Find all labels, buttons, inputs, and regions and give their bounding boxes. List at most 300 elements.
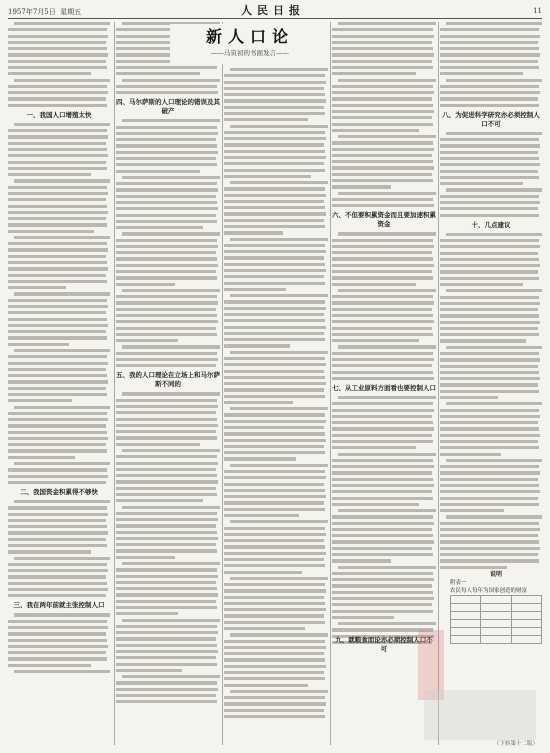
issue-date: 1957年7月5日 星期五 (8, 8, 82, 16)
text-line (116, 436, 217, 439)
table-caption: 说明 (489, 571, 502, 578)
text-line (116, 91, 218, 94)
text-line (116, 358, 218, 361)
text-line (440, 333, 539, 336)
text-line (14, 349, 110, 352)
text-line (440, 566, 507, 569)
text-line (338, 566, 436, 569)
text-line (332, 141, 433, 144)
body-text-block (8, 123, 110, 484)
text-line (230, 68, 328, 71)
data-table (450, 595, 542, 644)
text-line (224, 162, 324, 165)
text-line (224, 187, 325, 190)
text-line (332, 198, 433, 201)
text-line (8, 192, 108, 195)
text-line (332, 204, 434, 207)
text-line (122, 345, 220, 348)
text-line (332, 553, 433, 556)
text-line (440, 283, 523, 286)
text-line (122, 119, 220, 122)
text-line (440, 302, 540, 305)
text-line (8, 135, 108, 138)
text-line (332, 402, 433, 405)
text-line (116, 333, 217, 336)
text-line (14, 406, 110, 409)
text-line (8, 651, 106, 654)
text-line (8, 148, 107, 151)
text-line (116, 575, 218, 578)
section-heading: 七、从工业原料方面看也要控制人口 (332, 384, 436, 392)
article-byline: ——马寅初的书面发言—— (211, 49, 289, 57)
text-line (332, 116, 432, 119)
text-line (14, 236, 110, 239)
text-line (440, 446, 539, 449)
text-line (8, 594, 106, 597)
text-line (116, 220, 217, 223)
text-line (332, 446, 416, 449)
text-line (224, 206, 325, 209)
text-line (332, 110, 434, 113)
text-line (440, 144, 540, 147)
text-line (332, 339, 419, 342)
text-line (8, 475, 108, 478)
text-line (224, 344, 290, 347)
text-line (440, 465, 539, 468)
text-line (332, 295, 433, 298)
text-line (8, 569, 108, 572)
text-line (440, 352, 539, 355)
text-line (116, 405, 218, 408)
text-line (338, 622, 436, 625)
text-line (446, 459, 542, 462)
text-line (440, 170, 538, 173)
text-line (224, 112, 325, 115)
text-line (116, 556, 175, 559)
text-line (332, 53, 434, 56)
text-line (224, 677, 325, 680)
text-line (224, 696, 325, 699)
text-line (440, 365, 538, 368)
text-line (440, 245, 540, 248)
text-line (440, 383, 538, 386)
text-line (116, 339, 178, 342)
text-line (446, 515, 542, 518)
text-line (338, 396, 436, 399)
text-line (8, 274, 106, 277)
text-line (230, 181, 328, 184)
text-line (338, 79, 436, 82)
text-line (332, 166, 434, 169)
text-line (116, 480, 218, 483)
text-line (332, 591, 433, 594)
text-line (224, 395, 325, 398)
text-line (8, 368, 106, 371)
text-line (332, 320, 434, 323)
text-line (116, 606, 217, 609)
text-line (332, 327, 432, 330)
text-line (332, 333, 433, 336)
body-text-block (332, 396, 436, 644)
text-line (8, 173, 91, 176)
text-line (224, 596, 324, 599)
text-line (224, 457, 296, 460)
text-line (440, 377, 540, 380)
text-line (8, 525, 107, 528)
text-line (116, 320, 218, 323)
text-line (8, 248, 108, 251)
text-line (332, 270, 432, 273)
text-line (8, 286, 66, 289)
text-line (116, 411, 216, 414)
article-title: 新人口论 (205, 27, 294, 46)
text-line (224, 376, 325, 379)
text-line (224, 370, 324, 373)
text-line (230, 125, 328, 128)
text-line (116, 418, 217, 421)
text-line (116, 138, 216, 141)
text-line (8, 154, 108, 157)
text-line (224, 658, 325, 661)
text-line (122, 232, 220, 235)
text-line (440, 157, 539, 160)
text-line (440, 434, 540, 437)
text-line (8, 664, 91, 667)
text-line (224, 420, 326, 423)
text-line (224, 552, 326, 555)
text-line (440, 314, 539, 317)
text-line (332, 497, 433, 500)
text-line (440, 396, 498, 399)
text-line (224, 275, 324, 278)
text-line (116, 524, 216, 527)
text-line (440, 471, 540, 474)
text-line (440, 138, 539, 141)
text-line (224, 363, 326, 366)
text-line (440, 321, 540, 324)
text-line (8, 104, 107, 107)
text-line (332, 245, 434, 248)
text-line (8, 91, 108, 94)
text-line (224, 564, 325, 567)
text-line (224, 571, 302, 574)
page-number: 11 (533, 7, 542, 15)
text-line (440, 540, 539, 543)
body-text-block (116, 392, 220, 703)
text-line (8, 639, 107, 642)
text-line (332, 503, 419, 506)
text-line (224, 671, 324, 674)
text-line (8, 186, 107, 189)
text-line (116, 637, 216, 640)
text-line (440, 66, 539, 69)
text-line (332, 47, 433, 50)
text-line (440, 534, 538, 537)
column-divider (330, 22, 331, 745)
text-line (8, 66, 107, 69)
column-1 (8, 22, 110, 745)
text-line (224, 621, 325, 624)
text-line (446, 79, 542, 82)
text-line (224, 501, 324, 504)
text-line (224, 87, 324, 90)
text-line (332, 91, 434, 94)
text-line (8, 431, 107, 434)
text-line (332, 28, 433, 31)
text-line (332, 540, 434, 543)
text-line (116, 462, 218, 465)
text-line (8, 41, 106, 44)
text-line (224, 357, 325, 360)
text-line (8, 544, 107, 547)
text-line (116, 352, 217, 355)
text-line (8, 418, 108, 421)
text-line (8, 443, 106, 446)
text-line (338, 345, 436, 348)
text-line (332, 484, 434, 487)
text-line (8, 47, 107, 50)
text-line (116, 531, 217, 534)
text-line (230, 407, 328, 410)
text-line (8, 167, 107, 170)
text-line (224, 99, 326, 102)
text-line (332, 72, 416, 75)
text-line (332, 35, 434, 38)
text-line (440, 371, 539, 374)
text-line (14, 292, 110, 295)
text-line (446, 132, 542, 135)
text-line (332, 173, 432, 176)
text-line (338, 453, 436, 456)
text-line (8, 645, 108, 648)
text-line (116, 327, 216, 330)
body-text-block (440, 22, 542, 107)
text-line (440, 339, 526, 342)
text-line (8, 129, 107, 132)
text-line (440, 28, 539, 31)
text-line (224, 589, 326, 592)
text-line (332, 371, 433, 374)
text-line (446, 188, 542, 191)
text-line (332, 148, 434, 151)
text-line (224, 332, 324, 335)
text-line (8, 261, 107, 264)
text-line (440, 258, 539, 261)
text-line (8, 230, 94, 233)
text-line (116, 700, 217, 703)
text-line (440, 327, 538, 330)
text-line (14, 557, 110, 560)
text-line (224, 508, 325, 511)
text-line (332, 421, 433, 424)
text-line (116, 499, 203, 502)
text-line (224, 150, 325, 153)
text-line (14, 79, 110, 82)
text-line (8, 211, 108, 214)
text-line (14, 22, 110, 25)
text-line (224, 533, 326, 536)
text-line (116, 399, 217, 402)
text-line (116, 308, 216, 311)
text-line (440, 497, 538, 500)
text-line (440, 41, 538, 44)
column-divider (222, 22, 223, 745)
text-line (332, 160, 433, 163)
text-line (116, 669, 182, 672)
section-heading: 四、马尔萨斯的人口理论的错误及其破产 (116, 98, 220, 116)
text-line (224, 445, 324, 448)
text-line (8, 582, 107, 585)
text-line (224, 93, 325, 96)
text-line (8, 620, 107, 623)
text-line (8, 28, 107, 31)
text-line (8, 343, 69, 346)
text-line (8, 513, 108, 516)
text-line (122, 449, 220, 452)
text-line (116, 188, 218, 191)
text-line (332, 239, 433, 242)
body-text-block (8, 613, 110, 673)
text-line (116, 493, 217, 496)
text-line (230, 633, 328, 636)
section-heading: 九、就粮食而论亦必须控制人口不可 (335, 636, 433, 653)
text-line (224, 200, 324, 203)
text-line (224, 413, 325, 416)
text-line (122, 392, 220, 395)
text-line (440, 195, 539, 198)
text-line (116, 656, 216, 659)
text-line (116, 455, 217, 458)
text-line (8, 205, 107, 208)
text-line (116, 644, 217, 647)
text-line (224, 558, 324, 561)
text-line (440, 296, 539, 299)
text-line (224, 244, 325, 247)
text-line (8, 142, 106, 145)
text-line (116, 182, 217, 185)
text-line (116, 195, 216, 198)
text-line (8, 60, 106, 63)
section-heading: 二、我国资金积累得不够快 (20, 488, 98, 497)
text-line (440, 277, 539, 280)
text-line (8, 550, 91, 553)
text-line (116, 688, 218, 691)
section-heading: 三、我在两年前就主张控制人口 (13, 601, 105, 610)
section-heading: 一、我国人口增殖太快 (26, 110, 92, 119)
text-line (8, 223, 107, 226)
text-line (116, 549, 217, 552)
text-line (224, 175, 311, 178)
text-line (8, 311, 106, 314)
text-line (224, 219, 324, 222)
text-line (8, 330, 106, 333)
text-line (440, 308, 538, 311)
text-line (332, 528, 432, 531)
text-line (230, 577, 328, 580)
text-line (116, 132, 218, 135)
text-line (224, 74, 325, 77)
text-line (116, 474, 217, 477)
text-line (8, 575, 106, 578)
text-line (224, 225, 325, 228)
text-line (8, 324, 108, 327)
text-line (8, 280, 107, 283)
text-line (8, 456, 75, 459)
text-line (116, 518, 218, 521)
text-line (116, 251, 216, 254)
text-line (332, 534, 433, 537)
text-line (8, 318, 107, 321)
text-line (224, 106, 324, 109)
text-line (332, 41, 432, 44)
text-line (230, 351, 328, 354)
text-line (224, 307, 326, 310)
text-line (332, 409, 434, 412)
text-line (332, 427, 434, 430)
text-line (116, 66, 217, 69)
text-line (224, 382, 326, 385)
text-line (224, 646, 326, 649)
text-line (116, 612, 178, 615)
text-line (230, 238, 328, 241)
text-line (440, 478, 538, 481)
text-line (332, 459, 433, 462)
text-line (116, 170, 200, 173)
text-line (332, 364, 432, 367)
text-line (8, 255, 106, 258)
text-line (224, 250, 326, 253)
text-line (440, 409, 539, 412)
text-line (332, 276, 433, 279)
text-line (224, 156, 326, 159)
text-line (446, 233, 542, 236)
body-text-block (224, 68, 328, 718)
text-line (332, 559, 391, 562)
text-line (116, 663, 217, 666)
text-line (332, 179, 433, 182)
text-line (8, 97, 106, 100)
text-line (440, 60, 538, 63)
text-line (116, 239, 217, 242)
text-line (116, 587, 217, 590)
text-line (338, 135, 436, 138)
text-line (440, 490, 540, 493)
text-line (440, 252, 538, 255)
text-line (332, 283, 416, 286)
text-line (332, 308, 432, 311)
text-line (332, 578, 434, 581)
text-line (8, 626, 108, 629)
text-line (224, 514, 299, 517)
continued-note: （下转第十二版） (493, 741, 538, 747)
text-line (116, 226, 203, 229)
text-line (8, 362, 108, 365)
text-line (440, 390, 539, 393)
text-line (332, 104, 433, 107)
text-line (446, 289, 542, 292)
text-line (224, 451, 325, 454)
text-line (8, 387, 106, 390)
text-line (440, 427, 539, 430)
text-line (332, 129, 419, 132)
text-line (332, 597, 434, 600)
text-line (116, 487, 216, 490)
text-line (440, 163, 540, 166)
text-line (224, 608, 326, 611)
body-text-block (8, 500, 110, 597)
text-line (446, 346, 542, 349)
article-title-block (170, 24, 330, 64)
